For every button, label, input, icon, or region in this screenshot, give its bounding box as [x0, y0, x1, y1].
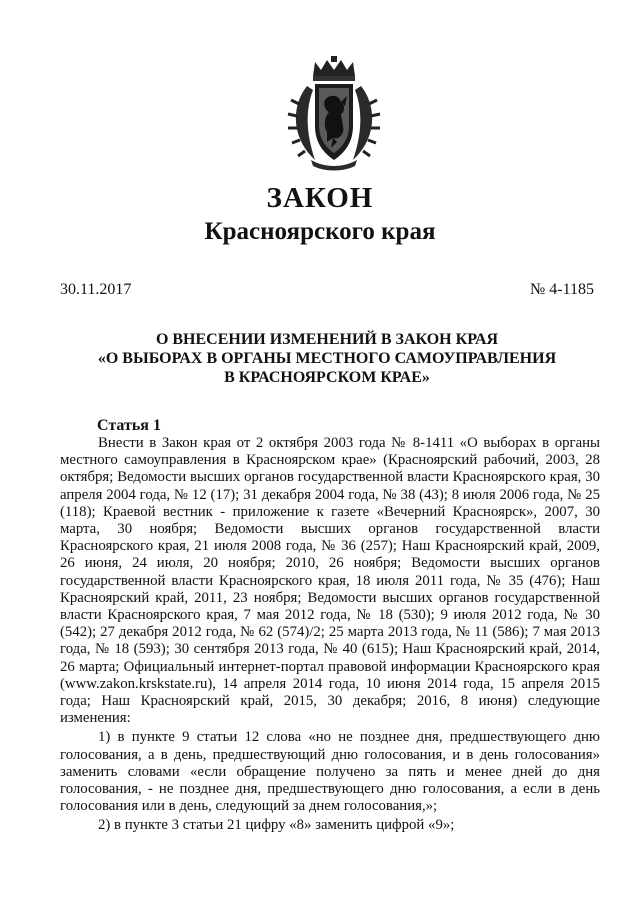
article-paragraph: Внести в Закон края от 2 октября 2003 года № 8-1411 «О выборах в органы местного самоуправления в Красноярском крае» (Красноярский рабочий, 2003, 28 октября; Ведомости высших органов государственной власти Красноярского края, 30 апреля 2004 года, № 12 (17); 31 декабря 2004 года, № 38 (43); 8 июля 2006 года, № 25 (118); Краевой вестник - приложение к газете «Вечерний Красноярск», 2007, 30 марта, 30 ноября; Ведомости высших органов государственной власти Красноярского края, 21 июля 2008 года, № 36 (257); Наш Красноярский край, 2009, 26 июня, 24 июля, 20 ноября; 2010, 26 ноября; Ведомости высших органов государственной власти Красноярского края, 18 июля 2011 года, № 35 (476); Наш Красноярский край, 2011, 23 ноября; Ведомости высших органов государственной власти Красноярского края, 7 мая 2012 года, № 18 (530); 9 июля 2012 года, № 30 (542); 27 декабря 2012 года, № 62 (574)/2; 25 марта 2013 года, № 11 (586); 7 мая 2013 года, № 18 (593); 30 сентября 2013 года, № 40 (615); Наш Красноярский край, 2014, 26 марта; Официальный интернет-портал правовой информации Красноярского края (www.zakon.krskstate.ru), 14 апреля 2014 года, 10 июня 2014 года, 15 апреля 2015 года; Наш Красноярский край, 2015, 30 декабря; 2016, 8 июня) следующие изменения: [60, 435, 600, 727]
document-number: № 4-1185 [530, 281, 594, 298]
coat-of-arms-emblem [285, 56, 383, 174]
article-paragraph: 2) в пункте 3 статьи 21 цифру «8» заменить цифрой «9»; [98, 817, 455, 834]
law-title-line: О ВНЕСЕНИИ ИЗМЕНЕНИЙ В ЗАКОН КРАЯ [155, 331, 499, 348]
article-body [60, 435, 600, 835]
law-title [60, 330, 594, 387]
article-paragraph: 1) в пункте 9 статьи 12 слова «но не позднее дня, предшествующего дню голосования, а в день, предшествующий дню голосования, и в день голосования» заменить словами «если обращение получено за пять и менее дней до дня голосования, - не позднее дня, предшествующего дню голосования, а если в день голосования или в день, следующий за днем голосования,»; [60, 729, 600, 815]
law-title-line: «О ВЫБОРАХ В ОРГАНЫ МЕСТНОГО САМОУПРАВЛЕНИЯ [97, 350, 557, 367]
document-type-heading: ЗАКОН [266, 182, 374, 214]
document-region-heading: Красноярского края [204, 218, 436, 245]
law-title-line: В КРАСНОЯРСКОМ КРАЕ» [224, 369, 430, 386]
article-heading: Статья 1 [97, 417, 161, 434]
document-date: 30.11.2017 [60, 281, 132, 298]
